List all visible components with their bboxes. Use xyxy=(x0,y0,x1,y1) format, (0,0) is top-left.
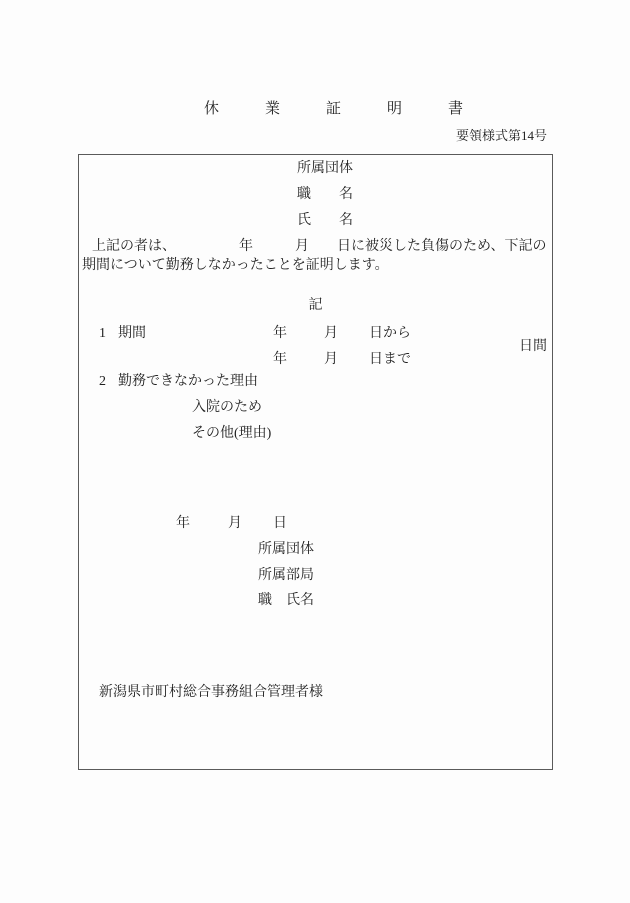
signature-department-label: 所属部局 xyxy=(258,568,314,583)
item1-duration-label: 日間 xyxy=(519,339,547,354)
certification-statement-line1: 上記の者は、 年 月 日に被災した負傷のため、下記の xyxy=(92,239,547,254)
item1-from-year-label: 年 xyxy=(273,326,287,341)
item2-reason-hospitalization: 入院のため xyxy=(192,400,262,415)
recipient-position-label: 職 名 xyxy=(297,187,353,202)
recipient-name-label: 氏 名 xyxy=(297,213,353,228)
item1-to-month-label: 月 xyxy=(324,352,338,367)
signature-date-year-label: 年 xyxy=(176,516,190,531)
item1-number: 1 xyxy=(99,326,106,341)
document-title: 休業証明書 xyxy=(204,101,510,117)
item1-to-day-label: 日まで xyxy=(369,352,411,367)
signature-title-name-label: 職 氏名 xyxy=(258,593,314,608)
record-heading: 記 xyxy=(308,298,323,313)
recipient-organization-label: 所属団体 xyxy=(297,161,353,176)
item1-to-year-label: 年 xyxy=(273,352,287,367)
signature-organization-label: 所属団体 xyxy=(258,542,314,557)
item2-reason-label: 勤務できなかった理由 xyxy=(118,374,258,389)
certification-statement-line2: 期間について勤務しなかったことを証明します。 xyxy=(82,258,389,273)
item1-from-day-label: 日から xyxy=(369,326,411,341)
item2-reason-other: その他(理由) xyxy=(192,426,272,441)
form-border-box xyxy=(78,154,553,770)
item2-number: 2 xyxy=(99,374,106,389)
signature-date-month-label: 月 xyxy=(228,516,242,531)
item1-period-label: 期間 xyxy=(118,326,146,341)
form-number: 要領様式第14号 xyxy=(455,128,547,143)
item1-from-month-label: 月 xyxy=(324,326,338,341)
signature-date-day-label: 日 xyxy=(273,516,287,531)
addressee-line: 新潟県市町村総合事務組合管理者様 xyxy=(99,685,323,700)
